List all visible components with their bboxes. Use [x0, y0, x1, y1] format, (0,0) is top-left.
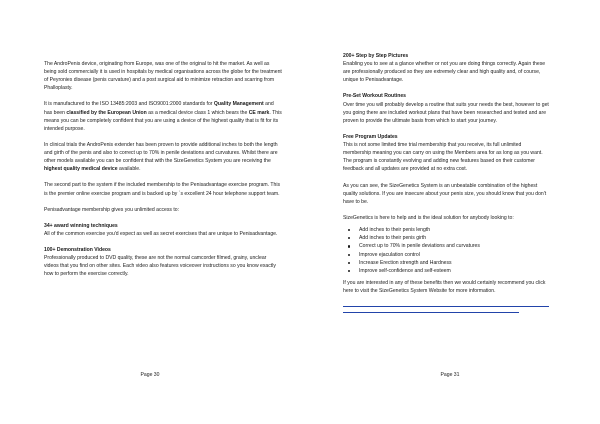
- text-run: In clinical trials the AndroPenis extender has been proven to provide additional inches to both the length and girth of the penis and also to correct up to 70% in penile deviations and curvatures. Whilst there are other models available you can be confident that with the SizeGenetics System you are receiving the: [44, 141, 278, 165]
- heading-pictures: 200+ Step by Step Pictures: [343, 53, 409, 59]
- paragraph-routines: Over time you will probably develop a routine that suits your needs the best, however to get you going there are included workout plans that have been researched and tested and are proven to provide the ultimate basis from which to start your journey.: [343, 101, 549, 124]
- paragraph-pictures: Enabling you to see at a glance whether or not you are doing things correctly. Again these are professionally produced so they are extremely clear and high quality and, of course, unique to Penisadvantage.: [343, 61, 546, 84]
- website-link-underline[interactable]: [343, 306, 549, 307]
- bold-quality-management: Quality Management: [213, 101, 264, 108]
- text-run: It is manufactured to the ISO 13485:2003 and ISO9001:2000 standards for: [44, 101, 214, 108]
- paragraph-membership-access: Penisadvantage membership gives you unlimited access to:: [44, 206, 180, 213]
- bold-classified-eu: classified by the European Union: [66, 109, 147, 116]
- paragraph-updates: This is not some limited time trial membership that you receive, its full unlimited membership meaning you can carry on using the Members area for as long as you want. The program is constantly evolving and adding new features based on their customer feedback and all updates are provided at no extra cost.: [343, 142, 543, 173]
- page-number-left: Page 30: [140, 372, 160, 378]
- list-item: Improve ejaculation control: [359, 251, 550, 259]
- list-item: Improve self-confidence and self-esteem: [359, 267, 550, 275]
- text-run: available.: [117, 166, 141, 173]
- paragraph-click-here: If you are interested in any of these benefits then we would certainly recommend you click here to visit the SizeGenetics System Website for more information.: [343, 280, 546, 295]
- list-item: Increase Erection strength and Hardness: [359, 259, 550, 267]
- heading-videos: 100+ Demonstration Videos: [44, 247, 111, 254]
- right-page: [300, 0, 600, 424]
- paragraph-techniques: All of the common exercise you'd expect as well as secret exercises that are unique to Penisadvantage.: [44, 230, 278, 237]
- bold-highest-quality: highest quality medical device: [44, 166, 118, 173]
- heading-routines: Pre-Set Workout Routines: [343, 93, 407, 100]
- benefits-list: [343, 226, 550, 275]
- website-link-underline[interactable]: [343, 312, 519, 313]
- list-item: Correct up to 70% in penile deviations and curvatures: [359, 242, 550, 250]
- paragraph-second-part: The second part to the system if the included membership to the Penisadvantage exercise program. This is the premier online exercise program and is backed up by `s excellent 24 hour telephone support team.: [44, 182, 281, 197]
- list-item: Add inches to their penis length: [359, 226, 550, 234]
- paragraph-clinical-trials: [44, 141, 282, 173]
- text-run: . This means you can be completely confident that you are using a device of the highest quality that is fit for its intended purpose.: [44, 109, 282, 132]
- paragraph-andropenis-intro: The AndroPenis device, originating from Europe, was one of the original to hit the market. As well as being sold commercially it is used in hospitals by medical organisations across the globe for the treatment of Peyronies disease (penis curvature) and a post surgical aid to minimize retraction and scarring from Phalloplasty.: [44, 61, 282, 92]
- page-number-right: Page 31: [440, 372, 460, 378]
- paragraph-ideal-solution: SizeGenetics is here to help and is the ideal solution for anybody looking to:: [343, 214, 514, 221]
- list-item: Add inches to their penis girth: [359, 234, 550, 242]
- paragraph-unbeatable: As you can see, the SizeGenetics System is an unbeatable combination of the highest quality solutions. If you are insecure about your penis size, you should know that you don't have to be.: [343, 182, 547, 205]
- bold-ce-mark: CE mark: [248, 109, 270, 116]
- text-run: as a medical device class 1 which bears the: [146, 109, 249, 116]
- heading-techniques: 34+ award winning techniques: [44, 222, 118, 229]
- paragraph-iso-standards: [44, 100, 282, 132]
- paragraph-videos: Professionally produced to DVD quality, these are not the normal camcorder filmed, grainy, unclear videos that you find on other sites. Each video also features voiceover instructions so you know exactly how to perform the exercise correctly.: [44, 255, 276, 278]
- text-run: and has been: [44, 101, 274, 116]
- heading-updates: Free Program Updates: [343, 133, 398, 140]
